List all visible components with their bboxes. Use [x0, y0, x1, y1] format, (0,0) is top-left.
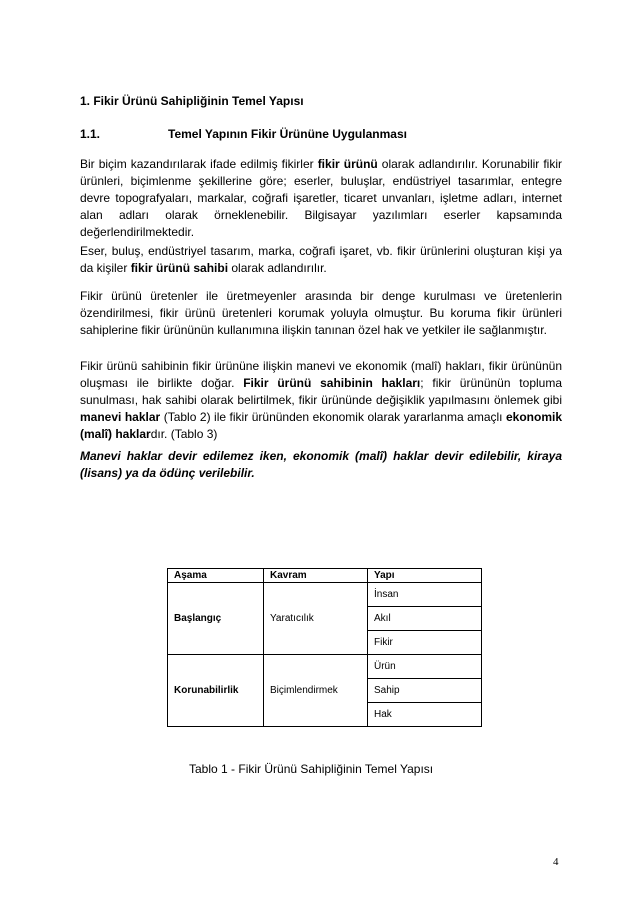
text: olarak adlandırılır. — [228, 261, 327, 275]
text: ; fikir ürününün topluma sunulması, hak sahibi olarak belirtilmek, fikir ürününde değişiklik yapılmasını önlemek gibi — [80, 376, 562, 407]
table-header-row — [168, 569, 482, 583]
text: olarak adlandırılır. Korunabilir fikir ürünleri, biçimlenme şekillerine göre; eserler, buluşlar, endüstriyel tasarımlar, entegre devre topografyaları, markalar, coğrafi işaretler, ticaret unvanları, işletme adları, internet alan adları olarak örneklenebilir. Bilgisayar yazılımları eserler kapsamında değerlendirilmektedir. — [80, 157, 562, 239]
stage-cell: Korunabilirlik — [168, 655, 264, 727]
concept-cell: Yaratıcılık — [264, 583, 368, 655]
paragraph-4 — [80, 358, 562, 443]
subsection-number: 1.1. — [80, 127, 101, 141]
bold-term: Fikir ürünü sahibinin hakları — [243, 376, 421, 390]
table-header-cell: Kavram — [264, 569, 368, 583]
structure-cell: Ürün — [368, 655, 482, 679]
stage-cell: Başlangıç — [168, 583, 264, 655]
text: Eser, buluş, endüstriyel tasarım, marka, coğrafi işaret, vb. fikir ürünlerini oluşturan kişi ya da kişiler — [80, 244, 562, 275]
structure-cell: Akıl — [368, 607, 482, 631]
paragraph-2 — [80, 243, 562, 277]
structure-cell: Sahip — [368, 679, 482, 703]
text: Fikir ürünü üretenler ile üretmeyenler arasında bir denge kurulması ve üretenlerin özendirilmesi, fikir ürünü üretenleri korumak yoluyla olmuştur. Bu koruma fikir ürünleri sahiplerine fikir ürününün kullanımına ilişkin tanınan özel hak ve yetkiler ile sağlanmıştır. — [80, 289, 562, 337]
table-header-cell: Aşama — [168, 569, 264, 583]
subsection-title: Temel Yapının Fikir Ürününe Uygulanması — [168, 127, 407, 141]
concept-cell: Biçimlendirmek — [264, 655, 368, 727]
bold-term: ekonomik (malî) haklar — [80, 410, 563, 441]
table-row — [168, 583, 482, 607]
bold-term: fikir ürünü sahibi — [130, 261, 229, 275]
bold-term: fikir ürünü — [317, 157, 378, 171]
structure-cell: Hak — [368, 703, 482, 727]
paragraph-1 — [80, 156, 562, 241]
subsection-heading — [80, 127, 407, 141]
structure-cell: Fikir — [368, 631, 482, 655]
paragraph-5-emphasis: Manevi haklar devir edilemez iken, ekonomik (malî) haklar devir edilebilir, kiraya (lisans) ya da ödünç verilebilir. — [80, 449, 562, 480]
table-row — [168, 655, 482, 679]
text: Fikir ürünü sahibinin fikir ürününe ilişkin manevi ve ekonomik (malî) hakları, fikir ürününün oluşması ile birlikte doğar. — [80, 359, 562, 390]
text: (Tablo 2) ile fikir ürününden ekonomik olarak yararlanma amaçlı — [160, 410, 506, 424]
page-number: 4 — [553, 856, 559, 868]
table-header-cell: Yapı — [368, 569, 482, 583]
paragraph-3 — [80, 288, 562, 339]
table-caption: Tablo 1 - Fikir Ürünü Sahipliğinin Temel Yapısı — [189, 762, 434, 776]
structure-cell: İnsan — [368, 583, 482, 607]
section-heading: 1. Fikir Ürünü Sahipliğinin Temel Yapısı — [80, 94, 304, 108]
text: Bir biçim kazandırılarak ifade edilmiş fikirler — [80, 157, 318, 171]
text: dır. (Tablo 3) — [150, 427, 218, 441]
structure-table — [167, 568, 482, 727]
bold-term: manevi haklar — [80, 410, 161, 424]
